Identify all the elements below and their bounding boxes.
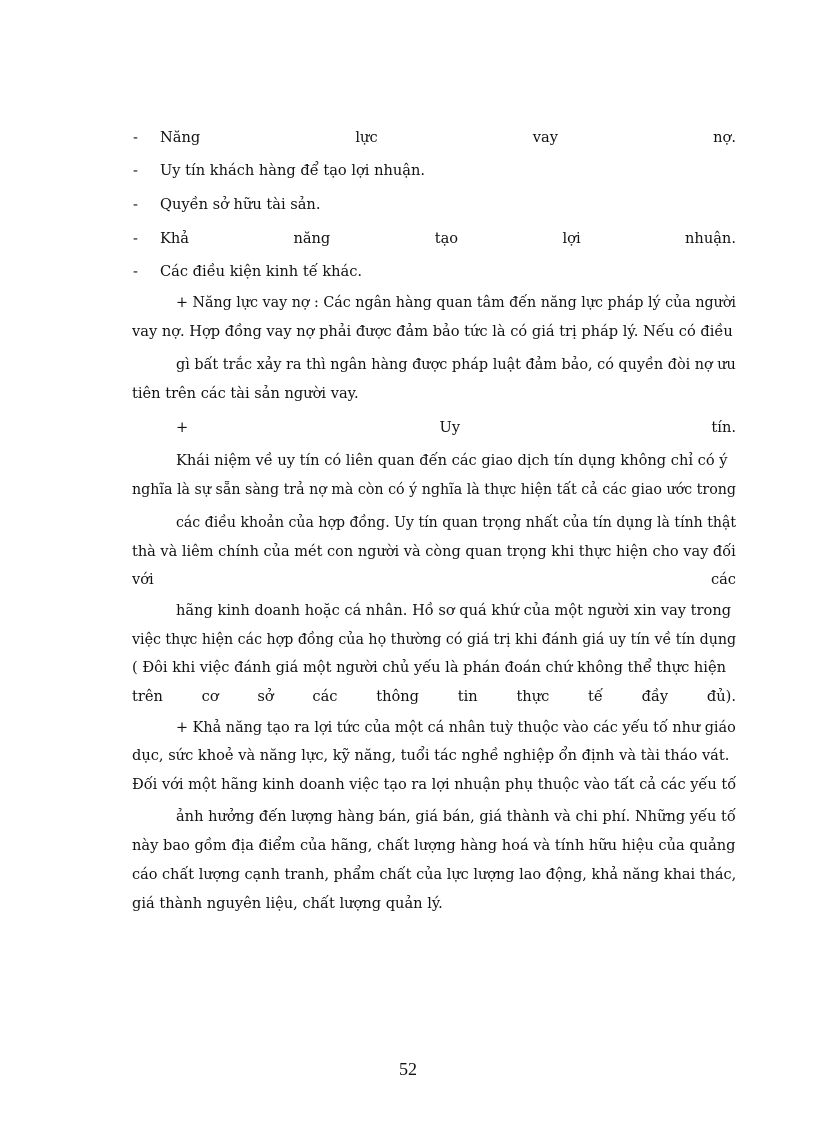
word: các xyxy=(312,688,338,705)
word: lợi xyxy=(562,230,581,247)
word: + xyxy=(176,419,189,436)
word: thực xyxy=(516,688,550,705)
paragraph-line: dục, sức khoẻ và năng lực, kỹ năng, tuổi tác nghề nghiệp ổn định và tài tháo vát. xyxy=(132,747,730,764)
bullet-marker: - xyxy=(133,230,138,247)
word: trên xyxy=(132,688,163,705)
word: Uy xyxy=(439,419,461,436)
paragraph-line: + Khả năng tạo ra lợi tức của một cá nhân tuỳ thuộc vào các yếu tố như giáo xyxy=(176,719,736,736)
paragraph-line xyxy=(132,570,736,590)
paragraph-line: ( Đôi khi việc đánh giá một người chủ yếu là phán đoán chứ không thể thực hiện xyxy=(132,659,727,676)
paragraph-line: hãng kinh doanh hoặc cá nhân. Hồ sơ quá khứ của một người xin vay trong xyxy=(176,602,732,619)
word: tạo xyxy=(434,230,459,247)
word: tin xyxy=(457,688,478,705)
word: các xyxy=(710,571,736,588)
bullet-marker: - xyxy=(133,196,138,213)
bullet-item xyxy=(160,128,736,148)
bullet-item: Các điều kiện kinh tế khác. xyxy=(160,263,363,280)
paragraph-line: Khái niệm về uy tín có liên quan đến các giao dịch tín dụng không chỉ có ý xyxy=(176,452,728,469)
paragraph-line: tiên trên các tài sản người vay. xyxy=(132,385,359,402)
bullet-marker: - xyxy=(133,162,138,179)
word: với xyxy=(132,571,154,588)
word: đủ). xyxy=(706,688,736,705)
paragraph-line: gì bất trắc xảy ra thì ngân hàng được pháp luật đảm bảo, có quyền đòi nợ ưu xyxy=(176,356,736,373)
paragraph-line: thà và liêm chính của mét con người và còng quan trọng khi thực hiện cho vay đối xyxy=(132,543,736,560)
bullet-marker: - xyxy=(133,129,138,146)
bullet-item: Quyền sở hữu tài sản. xyxy=(160,196,321,213)
paragraph-line: ảnh hưởng đến lượng hàng bán, giá bán, giá thành và chi phí. Những yếu tố xyxy=(176,808,736,825)
paragraph-line: nghĩa là sự sẵn sàng trả nợ mà còn có ý nghĩa là thực hiện tất cả các giao ước trong xyxy=(132,481,737,498)
paragraph-line xyxy=(132,687,736,707)
paragraph-line xyxy=(176,418,736,438)
bullet-marker: - xyxy=(133,263,138,280)
word: đầy xyxy=(641,688,669,705)
paragraph-line: + Năng lực vay nợ : Các ngân hàng quan tâm đến năng lực pháp lý của người xyxy=(176,294,736,311)
word: tế xyxy=(588,688,603,705)
page-number: 52 xyxy=(399,1059,417,1079)
word: nhuận. xyxy=(685,230,736,247)
paragraph-line: việc thực hiện các hợp đồng của họ thường có giá trị khi đánh giá uy tín về tín dụng xyxy=(132,631,737,648)
bullet-item: Uy tín khách hàng để tạo lợi nhuận. xyxy=(160,162,426,179)
paragraph-line: giá thành nguyên liệu, chất lượng quản lý. xyxy=(132,895,443,912)
word: Khả xyxy=(160,230,190,247)
word: thông xyxy=(376,688,419,705)
word: vay xyxy=(532,129,558,146)
word: Năng xyxy=(160,129,201,146)
word: năng xyxy=(293,230,331,247)
paragraph-line: cáo chất lượng cạnh tranh, phẩm chất của lực lượng lao động, khả năng khai thác, xyxy=(132,866,737,883)
word: tín. xyxy=(711,419,736,436)
word: nợ. xyxy=(713,129,736,146)
word: lực xyxy=(355,129,378,146)
bullet-item xyxy=(160,229,736,249)
paragraph-line: này bao gồm địa điểm của hãng, chất lượng hàng hoá và tính hữu hiệu của quảng xyxy=(132,837,736,854)
paragraph-line: các điều khoản của hợp đồng. Uy tín quan trọng nhất của tín dụng là tính thật xyxy=(176,514,737,531)
paragraph-line: Đối với một hãng kinh doanh việc tạo ra lợi nhuận phụ thuộc vào tất cả các yếu tố xyxy=(132,776,737,793)
word: cơ xyxy=(201,688,219,705)
word: sở xyxy=(257,688,274,705)
paragraph-line: vay nợ. Hợp đồng vay nợ phải được đảm bảo tức là có giá trị pháp lý. Nếu có điều xyxy=(132,323,733,340)
